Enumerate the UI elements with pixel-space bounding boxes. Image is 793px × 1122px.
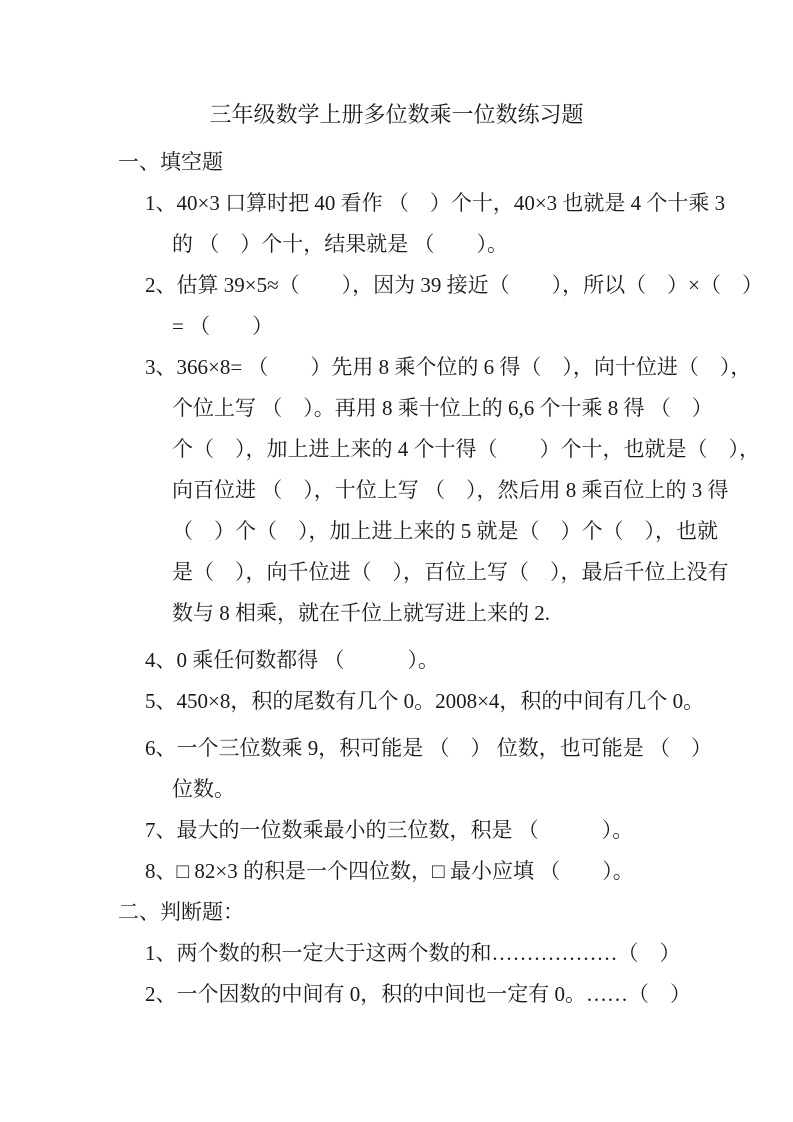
worksheet-body bbox=[0, 130, 793, 1015]
fill-q3-line1: 3、366×8= （ ）先用 8 乘个位的 6 得（ ），向十位进（ ）， bbox=[145, 355, 752, 379]
fill-q2-line2: = （ ） bbox=[172, 314, 274, 338]
fill-q4: 4、0 乘任何数都得 （ ）。 bbox=[145, 648, 439, 672]
section-heading-true-false: 二、判断题： bbox=[118, 900, 244, 924]
fill-q6-line2: 位数。 bbox=[172, 777, 235, 801]
fill-q3-line4: 向百位进 （ ），十位上写 （ ），然后用 8 乘百位上的 3 得 bbox=[172, 478, 729, 502]
fill-q2-line1: 2、估算 39×5≈（ ），因为 39 接近（ ），所以（ ）×（ ） bbox=[145, 273, 763, 297]
fill-q3-line2: 个位上写 （ ）。再用 8 乘十位上的 6,6 个十乘 8 得 （ ） bbox=[172, 396, 713, 420]
fill-q3-line5: （ ）个（ ），加上进上来的 5 就是（ ）个（ ），也就 bbox=[172, 519, 718, 543]
fill-q7: 7、最大的一位数乘最小的三位数，积是 （ ）。 bbox=[145, 818, 634, 842]
fill-q5: 5、450×8，积的尾数有几个 0。2008×4，积的中间有几个 0。 bbox=[145, 689, 705, 713]
judge-q1: 1、两个数的积一定大于这两个数的和………………（ ） bbox=[145, 941, 681, 965]
fill-q6-line1: 6、一个三位数乘 9，积可能是 （ ） 位数，也可能是 （ ） bbox=[145, 736, 712, 760]
fill-q8: 8、□ 82×3 的积是一个四位数，□ 最小应填 （ ）。 bbox=[145, 859, 634, 883]
fill-q3-line6: 是（ ），向千位进（ ），百位上写（ ），最后千位上没有 bbox=[172, 560, 729, 584]
worksheet-title: 三年级数学上册多位数乘一位数练习题 bbox=[209, 102, 584, 127]
section-heading-fill-blanks: 一、填空题 bbox=[118, 150, 223, 174]
fill-q1-line2: 的 （ ）个十，结果就是 （ ）。 bbox=[172, 232, 508, 256]
fill-q3-line7: 数与 8 相乘，就在千位上就写进上来的 2. bbox=[172, 601, 550, 625]
judge-q2: 2、一个因数的中间有 0，积的中间也一定有 0。……（ ） bbox=[145, 982, 691, 1006]
fill-q3-line3: 个（ ），加上进上来的 4 个十得（ ）个十，也就是（ ）， bbox=[172, 437, 760, 461]
fill-q1-line1: 1、40×3 口算时把 40 看作 （ ）个十，40×3 也就是 4 个十乘 3 bbox=[145, 191, 726, 215]
